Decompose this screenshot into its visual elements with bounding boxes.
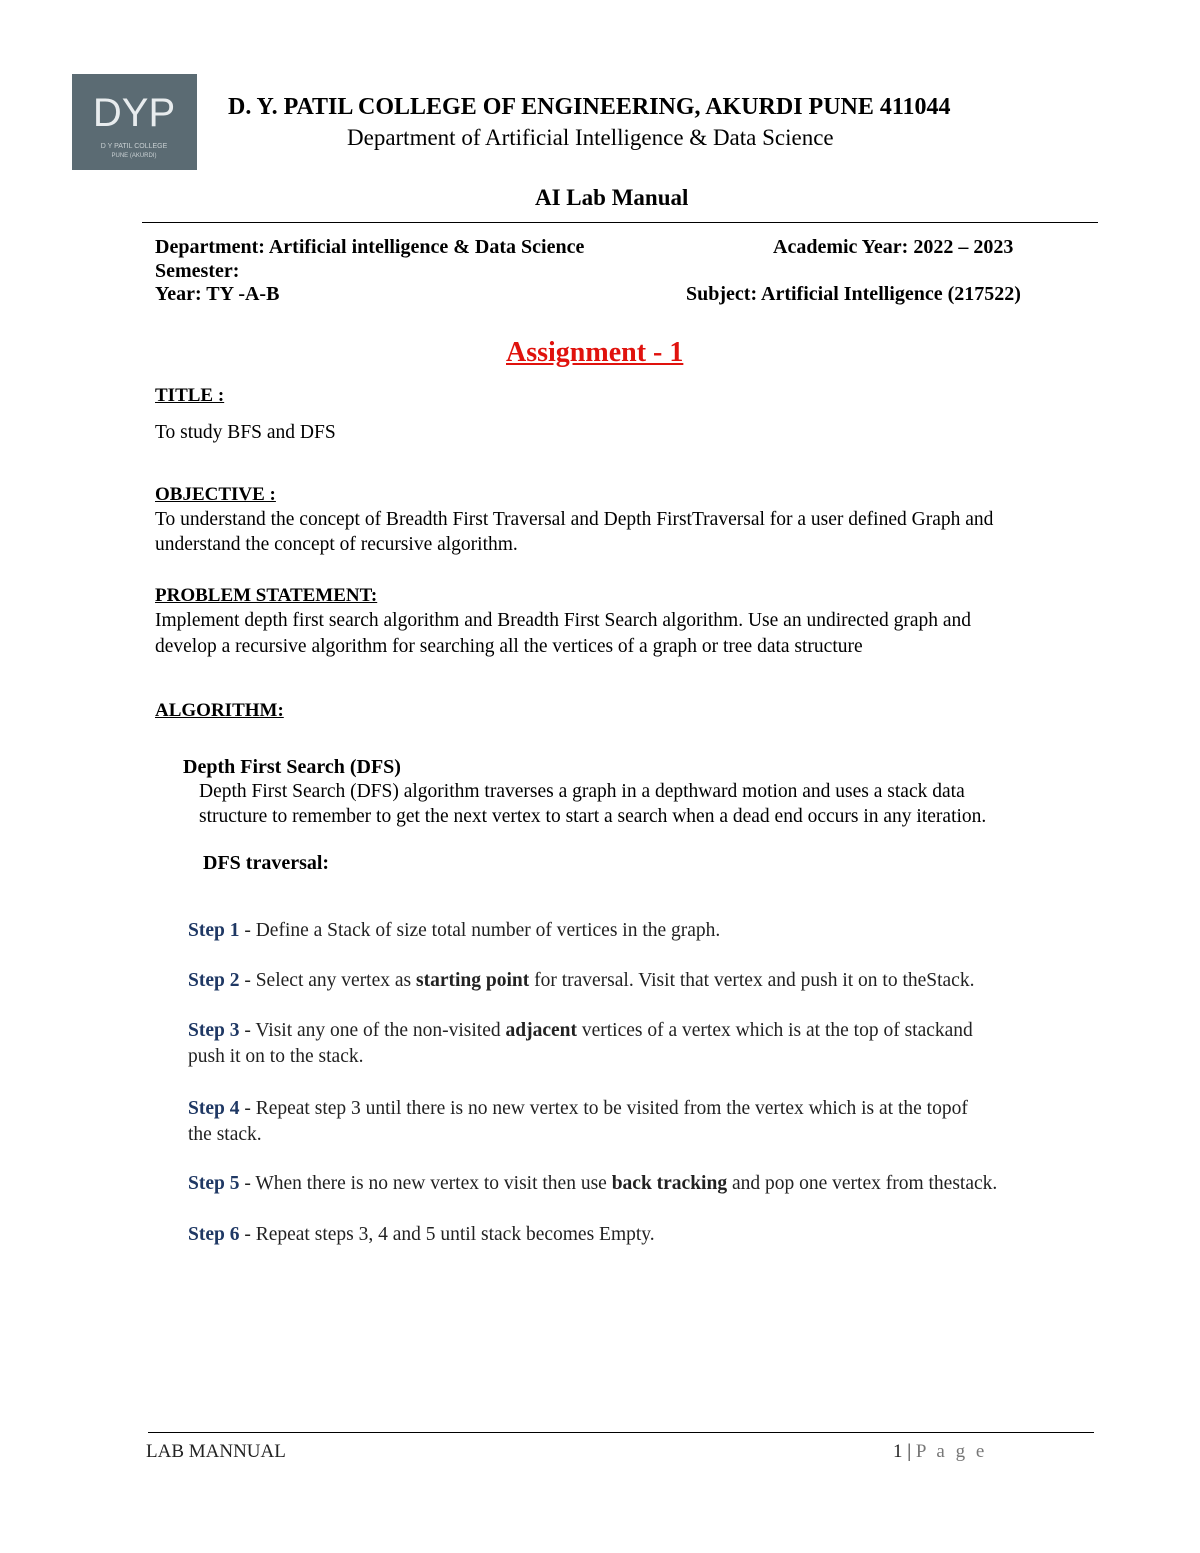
algorithm-heading: ALGORITHM:	[155, 700, 284, 721]
assignment-title: Assignment - 1	[506, 337, 684, 368]
meta-year: Year: TY -A-B	[155, 283, 280, 305]
objective-line-1: To understand the concept of Breadth First Traversal and Depth FirstTraversal for a user defined Graph and	[155, 509, 994, 530]
step-text-tail: for traversal. Visit that vertex and push it on to theStack.	[529, 970, 975, 991]
problem-line-1: Implement depth first search algorithm and Breadth First Search algorithm. Use an undirected graph and	[155, 610, 972, 631]
meta-semester: Semester:	[155, 260, 240, 282]
step-text: - Define a Stack of size total number of vertices in the graph.	[239, 920, 721, 941]
footer-divider	[148, 1432, 1094, 1433]
step-text: - Select any vertex as	[239, 970, 416, 991]
page-separator: |	[902, 1441, 916, 1462]
step-4-line-2: the stack.	[188, 1124, 262, 1145]
title-text: To study BFS and DFS	[155, 422, 336, 443]
problem-heading: PROBLEM STATEMENT:	[155, 585, 378, 606]
meta-academic-year: Academic Year: 2022 – 2023	[773, 236, 1014, 258]
college-name: D. Y. PATIL COLLEGE OF ENGINEERING, AKURDI PUNE 411044	[228, 94, 951, 120]
step-text: - When there is no new vertex to visit then use	[239, 1173, 612, 1194]
step-1	[188, 920, 720, 942]
step-label: Step 1	[188, 920, 240, 941]
step-text-tail: and pop one vertex from thestack.	[727, 1173, 998, 1194]
college-logo	[72, 74, 197, 170]
dfs-title: Depth First Search (DFS)	[183, 756, 401, 778]
header-divider	[142, 222, 1098, 223]
department-name: Department of Artificial Intelligence & Data Science	[347, 125, 834, 150]
step-label: Step 5	[188, 1173, 240, 1194]
page-number	[893, 1441, 987, 1463]
step-label: Step 6	[188, 1224, 240, 1245]
step-label: Step 4	[188, 1098, 240, 1119]
step-4	[188, 1098, 968, 1120]
step-3-line-2: push it on to the stack.	[188, 1046, 364, 1067]
objective-heading: OBJECTIVE :	[155, 484, 276, 505]
footer-left: LAB MANNUAL	[146, 1441, 286, 1462]
step-6	[188, 1224, 655, 1246]
step-2	[188, 970, 974, 992]
logo-text: DYP	[92, 91, 176, 135]
dfs-line-1: Depth First Search (DFS) algorithm traverses a graph in a depthward motion and uses a stack data	[199, 781, 965, 802]
logo-subtext: D Y PATIL COLLEGE	[100, 143, 168, 150]
meta-subject: Subject: Artificial Intelligence (217522)	[686, 283, 1021, 305]
step-text-tail: vertices of a vertex which is at the top of stackand	[576, 1020, 973, 1041]
step-3	[188, 1020, 973, 1042]
step-emphasis: adjacent	[505, 1020, 577, 1041]
step-emphasis: starting point	[415, 970, 530, 991]
page-word: P a g e	[915, 1441, 988, 1462]
logo-subtext-2: PUNE (AKURDI)	[111, 153, 157, 159]
objective-line-2: understand the concept of recursive algorithm.	[155, 534, 518, 555]
step-5	[188, 1173, 997, 1195]
step-label: Step 3	[188, 1020, 240, 1041]
problem-line-2: develop a recursive algorithm for searching all the vertices of a graph or tree data structure	[155, 636, 863, 657]
step-emphasis: back tracking	[611, 1173, 728, 1194]
dfs-traversal-heading: DFS traversal:	[203, 852, 330, 874]
page-num: 1	[893, 1441, 903, 1462]
meta-department: Department: Artificial intelligence & Data Science	[155, 236, 585, 258]
step-text: - Visit any one of the non-visited	[239, 1020, 506, 1041]
manual-title: AI Lab Manual	[535, 185, 689, 210]
dfs-line-2: structure to remember to get the next vertex to start a search when a dead end occurs in any iteration.	[199, 806, 987, 827]
step-text: - Repeat steps 3, 4 and 5 until stack becomes Empty.	[239, 1224, 655, 1245]
title-heading: TITLE :	[155, 385, 225, 406]
step-text: - Repeat step 3 until there is no new vertex to be visited from the vertex which is at the topof	[239, 1098, 968, 1119]
step-label: Step 2	[188, 970, 240, 991]
